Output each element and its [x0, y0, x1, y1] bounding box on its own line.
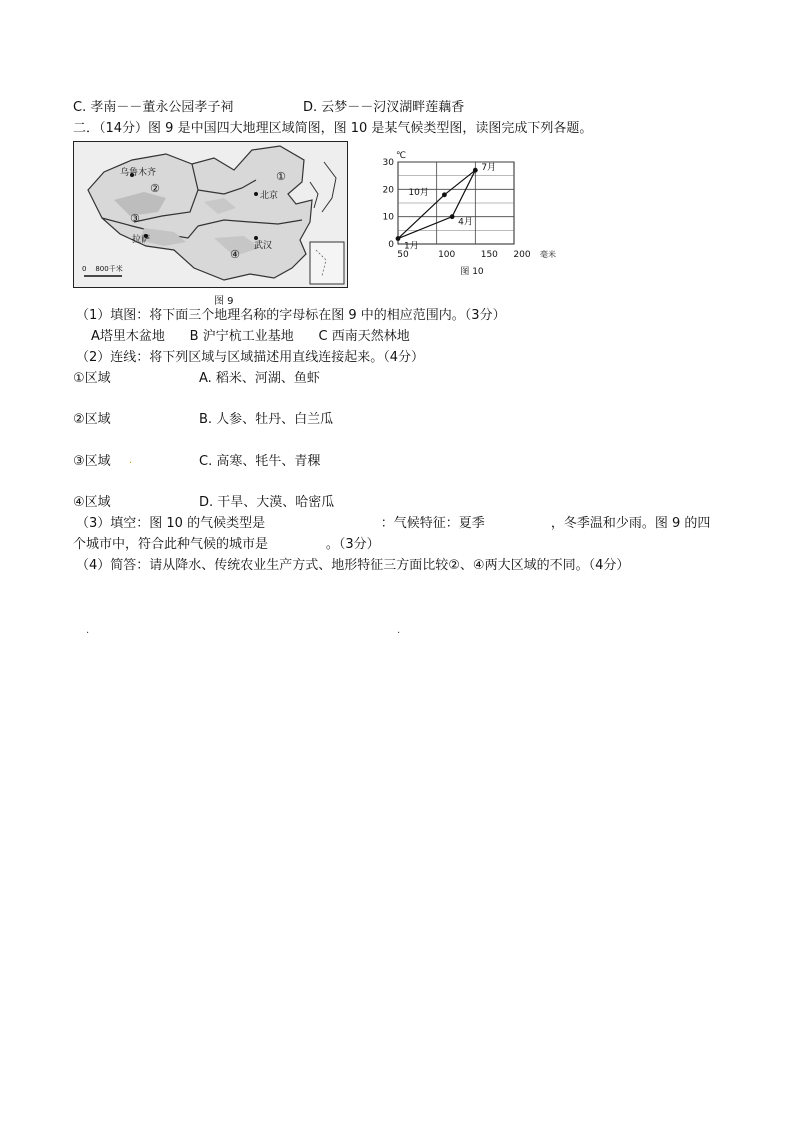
chart-xtick-100: 100 [438, 250, 456, 260]
chart-title: 图 10 [460, 267, 484, 277]
map-figure-9 [73, 141, 348, 288]
region-item-2: ②区域 [73, 412, 111, 427]
chart-ytick-20: 20 [382, 185, 394, 196]
chart-point-4月 [450, 214, 455, 219]
map-label-region-2: ② [150, 182, 160, 195]
part-3-line-1: （3）填空：图 10 的气候类型是 ：气候特征：夏季 ，冬季温和少雨。图 9 的四 [76, 516, 711, 531]
chart-point-label-1月: 1月 [404, 241, 419, 252]
part-4-prompt: （4）简答：请从降水、传统农业生产方式、地形特征三方面比较②、④两大区域的不同。（4分） [76, 558, 630, 573]
option-c: C. 孝南－－董永公园孝子祠 [73, 100, 234, 115]
stray-dot-mark: . [129, 455, 133, 466]
chart-ylabel: ℃ [396, 151, 407, 161]
map-label-wuhan: 武汉 [254, 241, 273, 251]
map-scale-label: 0 800千米 [82, 265, 123, 273]
map-label-beijing: 北京 [260, 191, 279, 201]
map-label-lhasa: 拉萨 [132, 235, 151, 245]
region-item-1: ①区域 [73, 371, 111, 386]
description-item-b: B. 人参、牡丹、白兰瓜 [199, 412, 334, 427]
map-label-region-1: ① [276, 170, 286, 183]
map-label-region-3: ③ [130, 212, 140, 225]
chart-ytick-30: 30 [382, 158, 394, 168]
map-label-urumqi: 乌鲁木齐 [120, 168, 157, 178]
chart-point-label-7月: 7月 [481, 163, 497, 174]
chart-point-label-4月: 4月 [458, 217, 473, 228]
stray-dot-left: . [86, 625, 90, 636]
section-header: 二．（14分）图 9 是中国四大地理区域简图，图 10 是某气候类型图，读图完成下列各题。 [73, 121, 593, 136]
region-item-3: ③区域 [73, 454, 111, 469]
part-1-prompt: （1）填图：将下面三个地理名称的字母标在图 9 中的相应范围内。（3分） [76, 308, 506, 323]
chart-ytick-10: 10 [382, 212, 394, 223]
chart-point-1月 [396, 236, 401, 241]
map-caption: 图 9 [214, 296, 234, 307]
description-item-c: C. 高寒、牦牛、青稞 [199, 454, 321, 469]
stray-dot-right: . [397, 625, 401, 636]
chart-point-label-10月: 10月 [408, 187, 429, 198]
chart-point-10月 [442, 192, 447, 197]
map-label-region-4: ④ [230, 248, 240, 261]
part-2-prompt: （2）连线：将下列区域与区域描述用直线连接起来。（4分） [76, 350, 425, 365]
climate-chart-figure-10 [378, 146, 588, 280]
part-1-options: A塔里木盆地 B 沪宁杭工业基地 C 西南天然林地 [91, 329, 410, 344]
part-3-line-2: 个城市中，符合此种气候的城市是 。（3分） [73, 537, 380, 552]
chart-point-7月 [473, 168, 478, 173]
region-item-4: ④区域 [73, 495, 111, 510]
chart-xtick-50: 50 [397, 250, 409, 260]
climate-chart-svg [378, 146, 588, 280]
chart-ytick-0: 0 [388, 240, 394, 250]
chart-xtick-150: 150 [480, 250, 498, 260]
beijing-dot [254, 192, 258, 196]
chart-xtick-200: 200 [513, 250, 531, 260]
description-item-d: D. 干旱、大漠、哈密瓜 [199, 495, 335, 510]
option-d: D. 云梦－－汈汊湖畔莲藕香 [303, 100, 465, 115]
description-item-a: A. 稻米、河湖、鱼虾 [199, 371, 320, 386]
chart-xlabel: 毫米 [540, 250, 556, 259]
